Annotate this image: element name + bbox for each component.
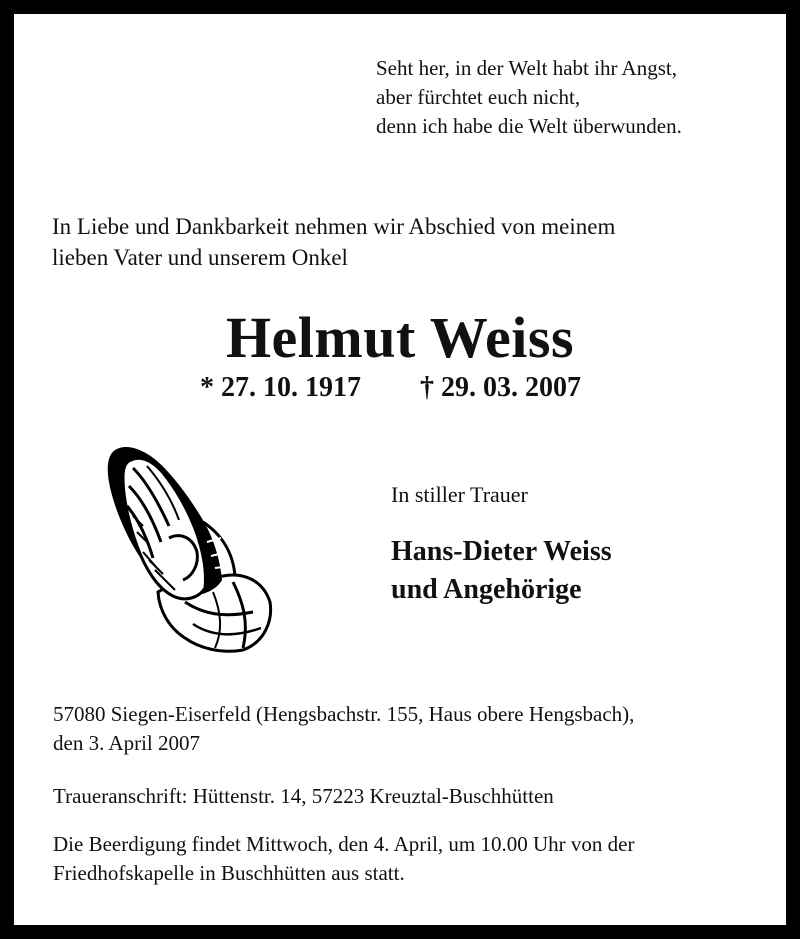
place-and-date: [53, 700, 634, 758]
death-date: † 29. 03. 2007: [420, 372, 581, 403]
mourning-caption: In stiller Trauer: [391, 482, 528, 507]
place-line: 57080 Siegen-Eiserfeld (Hengsbachstr. 155, Haus obere Hengsbach),: [53, 702, 635, 726]
funeral-line-2: Friedhofskapelle in Buschhütten aus statt.: [53, 861, 405, 885]
verse-line-2: aber fürchtet euch nicht,: [376, 85, 581, 109]
funeral-notice: [53, 830, 635, 888]
mourners: [391, 533, 612, 609]
funeral-line-1: Die Beerdigung findet Mittwoch, den 4. April, um 10.00 Uhr von der: [53, 832, 635, 856]
mourner-name: Hans-Dieter Weiss: [391, 536, 612, 567]
mourner-relatives: und Angehörige: [391, 574, 582, 605]
date-line: den 3. April 2007: [53, 731, 200, 755]
birth-date: * 27. 10. 1917: [200, 372, 361, 403]
mourning-address: [53, 782, 554, 811]
verse-line-1: Seht her, in der Welt habt ihr Angst,: [376, 56, 677, 80]
deceased-name: Helmut Weiss: [225, 305, 575, 370]
intro-text: [52, 211, 615, 273]
intro-line-2: lieben Vater und unserem Onkel: [52, 245, 348, 270]
address-line: Traueranschrift: Hüttenstr. 14, 57223 Kreuztal-Buschhütten: [53, 784, 554, 808]
praying-hands-icon: [103, 442, 273, 654]
verse-line-3: denn ich habe die Welt überwunden.: [376, 114, 682, 138]
intro-line-1: In Liebe und Dankbarkeit nehmen wir Abschied von meinem: [52, 214, 616, 239]
bible-verse: [376, 54, 682, 141]
